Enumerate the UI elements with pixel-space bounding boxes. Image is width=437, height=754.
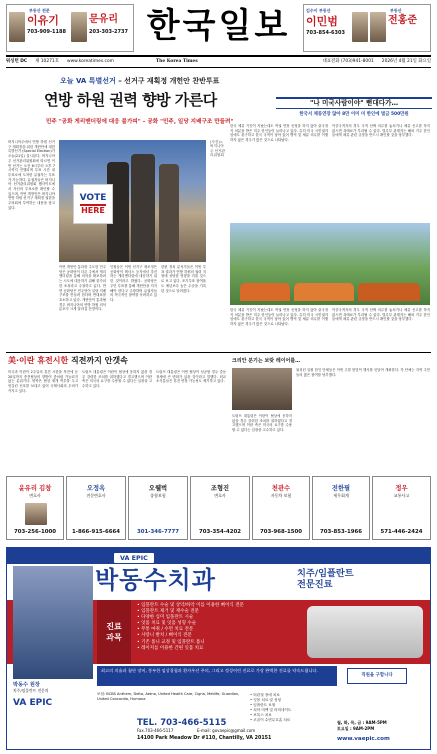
menu-item: • 레이저를 이용한 간편 잇몸 치료 <box>137 645 204 651</box>
address: 14100 Park Meadow Dr #110, Chantilly, VA 20151 <box>137 736 272 741</box>
promo-bar: 최고의 의술과 첨단 장비, 풍부한 임상경험과 환자우선 주의, 그리고 정성어린 진료로 가장 완벽한 진료를 약속드립니다. <box>97 666 337 686</box>
biz-sub: 종합보험 <box>150 493 166 498</box>
specialty-line: 치주/임플란트 <box>297 568 354 579</box>
feature-column-1: 한국 체류 기간이 지났는데도 여권 연장 신청을 하지 않아 출국정지 처분을 받은 미주 한인들이 늘어나고 있다. 특히 미국 시민권자임에도 불구하고 한국 국적이 남아 있어 병역 및 체류 의무를 이행하지 않은 경우가 많은 것으로 나타났다. <box>230 124 328 143</box>
feature-column-3: 한국 체류 기간이 지났는데도 여권 연장 신청을 하지 않아 출국정지 처분을 받은 미주 한인들이 늘어나고 있다. 특히 미국 시민권자임에도 불구하고 한국 국적이 남아 있어 병역 및 체류 의무를 이행하지 않은 경우가 많은 것으로 나타났다. <box>230 308 328 327</box>
biz-card[interactable] <box>6 476 64 540</box>
specialty-line: 전문진료 <box>297 579 333 590</box>
biz-card[interactable] <box>252 476 310 540</box>
biz-name: 윤유리 김창 <box>18 485 52 492</box>
doctor-photo <box>13 566 93 679</box>
biz-sub: 교통사고 <box>393 493 410 498</box>
mid-column-4: 워싱턴 일원 한인 단체들은 이번 주말 봄맞이 행사를 잇달아 개최한다. 각 단체는 지역 주민들의 많은 참여를 당부했다. <box>296 368 430 377</box>
biz-photo <box>25 503 47 525</box>
agent-photo <box>71 12 87 42</box>
photo-crowd <box>294 283 354 301</box>
menu-item: • 잇몸 치료 및 잇몸 성형 수술 <box>137 621 197 627</box>
biz-name: 조형진 <box>210 485 230 492</box>
agent-block <box>9 7 73 51</box>
office-hours-sat: 토요일 : 9AM-2PM <box>337 726 375 731</box>
biz-sub: 자동차 보험 <box>270 493 292 498</box>
mid-headline-highlight: 美·이란 휴전시한 <box>8 356 69 365</box>
photo-figure <box>131 154 155 262</box>
mid-photo[interactable] <box>232 368 292 410</box>
biz-phone: 571-446-2424 <box>380 529 423 535</box>
office-hours: 월, 화, 목, 금 : 9AM-5PM <box>337 720 387 725</box>
service-item: • 치아 미백 및 라미네이트 <box>250 707 292 712</box>
biz-name: 천관수 <box>271 485 291 492</box>
issue-date: 2026년 4월 21일 화요일 <box>381 58 431 64</box>
phone-number[interactable]: TEL. 703-466-5115 <box>137 718 227 728</box>
biz-card[interactable] <box>312 476 370 540</box>
biz-phone: 1-866-915-6664 <box>72 529 120 535</box>
biz-name: 오정옥 <box>86 485 106 492</box>
lead-column-1: 버지니아주에서 연방 하원 선거구 재획정을 위한 개헌안에 대한 특별선거 (Special Election)가 오늘(21일) 실시된다. 버지니아 주 선거관리위원회에 따르면 이번 선거는 오전 6시부터 오후 7시까지 진행되며 투표 시간 내 투표소에 도착한 유권자는 투표가 가능하다. 유권자들은 버지니아 선거관리위원회 웹사이트에서 자신의 투표소를 확인할 수 있으며, 이번 개헌안은 버지니아 연방 하원 선거구 재획정 권한을 주의회에 부여하는 내용을 담고 있다. <box>8 140 55 210</box>
agent-block <box>368 7 431 51</box>
mid-column-2: 트럼프 대통령은 이란이 협상에 응하지 않을 경우 강력한 조치를 취하겠다고 경고했으며 이란 측은 미국의 요구를 수용할 수 없다는 입장을 고수하고 있다. <box>82 370 152 389</box>
feature-subhead: 한국서 체류연장 않아 8만 이미 미 한인에 벌금 500만원 <box>299 112 409 117</box>
photo-caption: (사진)=버지니아주 선거관리위원회 <box>210 140 226 158</box>
hiring-box[interactable]: 직원을 구합니다 <box>347 668 407 684</box>
biz-phone: 703-256-1000 <box>14 529 56 535</box>
lead-photo[interactable] <box>59 140 206 262</box>
biz-card[interactable] <box>372 476 431 540</box>
menu-item: • 사랑니 발치 / 뼈이식 전문 <box>137 633 192 639</box>
lead-headline[interactable]: 연방 하원 권력 향방 가른다 <box>44 91 217 109</box>
service-item: • 보톡스 치료 <box>250 712 272 717</box>
agent-tag: 부동산 전문 <box>29 8 50 13</box>
menu-tag-line: 과목 <box>106 633 122 642</box>
feature-column-4: 이중국적자의 경우 국적 선택 의무를 놓치거나 체류 신고를 하지 않으면 과태료가 부과될 수 있다. 법무부 관계자는 해외 거주 한인들에게 체류 관련 규정을 반드시 확인할 것을 당부했다. <box>332 308 430 322</box>
biz-sub: 세무회계 <box>333 493 349 498</box>
biz-card[interactable] <box>66 476 126 540</box>
dental-logo: VA EPIC <box>113 552 155 564</box>
agent-name: 전홍준 <box>388 15 417 26</box>
top-left-ad[interactable] <box>6 4 134 52</box>
footer-logo: VA EPIC <box>13 698 53 708</box>
agent-photo <box>370 12 386 42</box>
biz-name: 정우 <box>395 485 408 492</box>
mid-column-3: 트럼프 대통령은 이번 협상이 성공할 경우 중동 정세에 큰 변화가 있을 것이라고 말했다. 외교 소식통들은 휴전 연장 가능성도 제기하고 있다. <box>156 370 226 384</box>
insurance-list: 보험: BCBS Anthem, Delta, Aetna, United Health Care, Cigna, Metlife, Guardian, United Concordia, Humana <box>97 692 240 701</box>
phone-number: 대표전화 (703)941-8001 <box>322 58 374 64</box>
menu-item: • 다양한 심미 임플란트 시술 <box>137 615 194 621</box>
menu-list <box>137 603 244 652</box>
vote-sign-bottom: HERE <box>81 205 105 215</box>
edition-label: 워싱턴 DC <box>6 58 28 64</box>
biz-phone: 703-853-1966 <box>320 529 362 535</box>
doctor-title: 치주/임플란트 전문의 <box>13 688 49 693</box>
menu-item: • 임플란트 제거 및 재수술 전문 <box>137 609 199 615</box>
kicker-highlight: 오늘 VA 특별선거 <box>60 77 116 85</box>
email-address[interactable]: E-mail: govaepic@gmail.com <box>197 728 256 733</box>
lead-column-4: 한편 정치 분석가들은 이번 투표 결과가 연방 하원의 권력 지형에 상당한 영향을 미칠 것으로 보고 있다. 조기투표 참여율도 예년보다 높은 수준을 기록한 것으로 알려졌다. <box>161 265 206 293</box>
menu-tag <box>97 600 131 664</box>
vote-sign <box>73 184 113 224</box>
mid-headline-text: 직전까지 안갯속 <box>68 356 128 365</box>
english-name: The Korea Times <box>155 58 198 64</box>
biz-name: 오웰벅 <box>148 485 168 492</box>
dental-specialty <box>297 568 354 590</box>
biz-name: 전한필 <box>331 485 351 492</box>
website-link[interactable]: www.vaepic.com <box>337 736 390 742</box>
biz-sub: 변호사 <box>214 493 226 498</box>
dental-ad-topbar <box>7 548 431 564</box>
menu-tag-line: 진료 <box>106 622 122 631</box>
implant-image <box>307 606 423 658</box>
date-rule <box>6 67 431 68</box>
lead-column-3: 인원들은 이번 선거구 재조정은 공화당이 텍사스 등지에서 추진하는 게리맨더링에 대응하기 위한 것이라고 밝혔다. 공화당은 주민 투표를 통해 개헌안을 저지해야 한다고 주장하며 유권자들의 적극적인 참여를 독려하고 있다. <box>110 265 157 302</box>
website-link[interactable]: www.koreatimes.com <box>66 58 114 64</box>
mid-rule <box>6 352 431 353</box>
biz-phone: 301-346-7777 <box>137 529 179 535</box>
agent-photo <box>9 12 25 42</box>
biz-phone: 703-354-4202 <box>199 529 241 535</box>
biz-card[interactable] <box>128 476 188 540</box>
photo-figure <box>159 164 179 262</box>
feature-photo[interactable] <box>230 223 430 305</box>
dateline <box>6 57 431 66</box>
top-right-ad[interactable] <box>303 4 431 52</box>
agent-photo <box>352 12 368 42</box>
menu-item: • 무통 마취 / 수면 치료 전문 <box>137 627 194 633</box>
agent-tag: 김수이 부동산 <box>306 8 331 13</box>
agent-phone: 703-909-1188 <box>27 29 66 35</box>
masthead <box>136 6 301 46</box>
biz-phone: 703-968-1500 <box>260 529 302 535</box>
fax-number: Fax.703-466-5117 <box>137 728 174 733</box>
biz-card[interactable] <box>190 476 250 540</box>
agent-name: 이유기 <box>27 14 59 27</box>
service-item: • 턱관절 장애 치료 <box>250 693 280 697</box>
agent-block <box>71 7 134 51</box>
mid-right-headline[interactable]: 크리안 분기는 보랏 레이어를… <box>232 358 301 364</box>
kicker-text: – 선거구 재획정 개헌안 찬반투표 <box>115 77 220 85</box>
menu-item: • 임플란트 수술 및 상악/하악 이를 이용한 뼈이식 전문 <box>137 603 244 608</box>
agent-phone: 703-854-6303 <box>306 30 345 36</box>
menu-item: • 기존 틀니 교정 및 임플란트 틀니 <box>137 639 205 645</box>
contact-block <box>137 718 226 728</box>
photo-crowd <box>240 283 290 301</box>
lead-kicker <box>60 77 219 86</box>
dental-brand: 박동수치과 <box>95 566 216 594</box>
agent-block <box>306 7 370 51</box>
vote-sign-top: VOTE <box>80 193 107 206</box>
agent-name: 이민범 <box>306 15 338 28</box>
service-list <box>250 693 291 722</box>
lead-subhead: 민주 "공화 게리맨더링에 대응 불가피" – 공화 "민주, 일당 지배구조 만들려" <box>46 119 234 125</box>
business-ads-row <box>6 476 431 540</box>
lead-column-2: 이번 개헌안 통과를 주도한 민주당은 공화당이 다른 주에서 게리맨더링을 통해 의석을 확보하려는 시도에 대응하기 위해 불가피한 조치라고 주장하고 있다. 반면 공화당은 민주당이 일당 지배구조를 만들려 한다며 반대표를 호소하고 있다. 개헌안이 통과될 경우 버지니아의 연방 하원 의석 분포가 크게 달라질 전망이다. <box>59 265 106 312</box>
mid-headline[interactable] <box>8 356 128 366</box>
agent-phone: 203-303-2737 <box>89 29 128 35</box>
newspaper-logo[interactable]: 한국일보 <box>146 6 291 46</box>
photo-crowd <box>358 283 420 301</box>
mid-column-1: 미국과 이란이 2주일의 휴전 시한을 목전에 둔 20일까지 종전협상의 향방이 좀처럼 가늠되지 않는 분위기다. 양측은 협상 재개 여부를 두고 엇갈린 신호를 보내고 있어 국제사회의 우려가 커지고 있다. <box>8 370 78 393</box>
service-item: • 임플란트 보철 <box>250 702 276 707</box>
doctor-name: 박동수 원장 <box>13 682 40 688</box>
feature-column-2: 이중국적자의 경우 국적 선택 의무를 놓치거나 체류 신고를 하지 않으면 과태료가 부과될 수 있다. 법무부 관계자는 해외 거주 한인들에게 체류 관련 규정을 반드시 확인할 것을 당부했다. <box>332 124 430 138</box>
biz-sub: 전문변호사 <box>86 493 106 498</box>
service-item: • 잇몸 치료 및 성형 <box>250 697 281 702</box>
biz-sub: 변호사 <box>29 493 41 498</box>
agent-tag: 부동산 <box>390 8 402 13</box>
service-item: • 코골이 수면무호흡 치료 <box>250 717 291 722</box>
issue-number: 제 10271호 <box>35 58 59 64</box>
mid-column-5: 트럼프 대통령은 이란이 협상에 응하지 않을 경우 강력한 조치를 취하겠다고 경고했으며 이란 측은 미국의 요구를 수용할 수 없다는 입장을 고수하고 있다. <box>232 414 292 433</box>
agent-name: 문유리 <box>89 14 118 25</box>
dental-ad[interactable] <box>6 547 431 750</box>
feature-headline[interactable]: "나 미국사람이야" 뻗대다가… <box>276 97 432 109</box>
